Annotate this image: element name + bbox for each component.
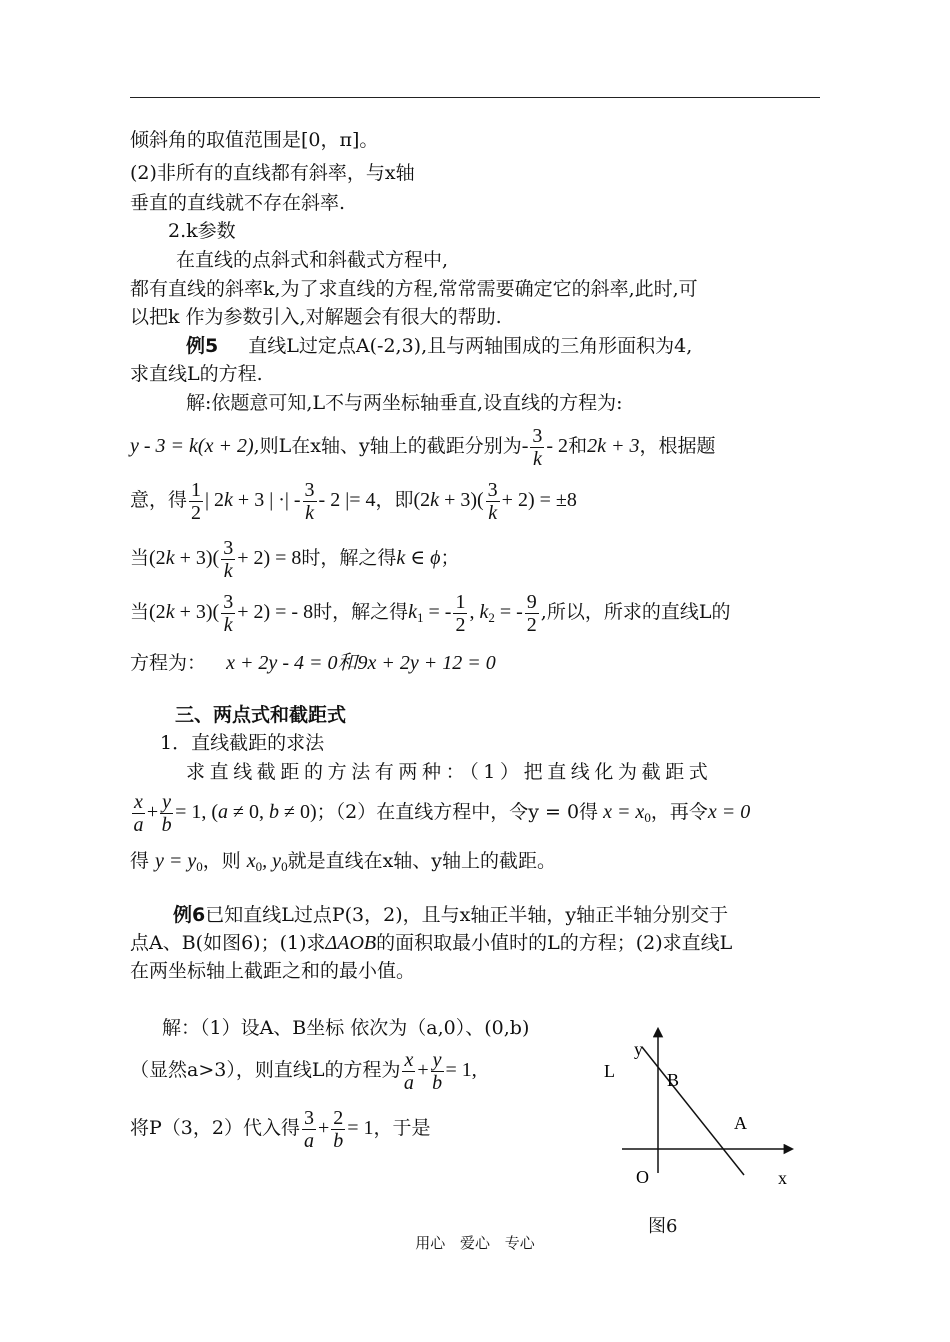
text-line-6: 都有直线的斜率k,为了求直线的方程,常常需要确定它的斜率,此时,可 [130,278,698,300]
answer-5-equations: x + 2y - 4 = 0和9x + 2y + 12 = 0 [226,652,496,674]
fraction-9-over-2: $\frac{9}{2}$ [526,590,537,636]
intercept-then-2: ，则 [202,850,241,872]
example-5-text-2: 求直线L的方程. [130,363,263,385]
example-6-text-2a: 点A、B(如图6)；(1)求 [130,932,326,954]
intercept-form-line: $\frac{x}{a}$ + $\frac{y}{b}$ = 1, (a ≠ 0, b ≠ 0)；（2）在直线方程中，令y = 0得 $x = x_0$，再令x = 0 [133,790,751,836]
fraction-y-over-b: $\frac{y}{b}$ [161,790,172,836]
label-A: A [734,1113,747,1133]
answer-5 [130,650,496,676]
case1-mid: 时，解之得 [301,547,397,569]
equation-line-1: y - 3 = k(x + 2),则L在x轴、y轴上的截距分别为- $\frac{3}{k}$ - 2和2k + 3，根据题 [130,424,716,470]
label-y: y [634,1039,643,1059]
case2-tail: ,所以，所求的直线L的 [540,601,731,623]
text-line-5: 在直线的点斜式和斜截式方程中, [176,249,449,271]
text-line-2: (2)非所有的直线都有斜率，与x轴 [130,162,415,184]
intercept-get: 得 [130,850,150,872]
label-L: L [604,1061,615,1081]
eq2-lead: 意，得 [130,489,188,511]
fraction-3-over-k-3: $\frac{3}{k}$ [487,478,498,524]
header-rule [130,97,820,98]
fraction-1-over-2-b: $\frac{1}{2}$ [455,590,466,636]
equation-point-slope: y - 3 = k(x + 2) [130,435,254,457]
example-6-text-2b: 的面积取最小值时的L的方程；(2)求直线L [376,932,733,954]
label-O: O [636,1167,649,1187]
equation-case-1: 当(2k + 3)( $\frac{3}{k}$ + 2) = 8时，解之得k ∈ ϕ； [130,536,460,582]
intercept-method-line: 求直线截距的方法有两种：（1）把直线化为截距式 [186,761,713,783]
example-5-label: 例5 [186,335,219,357]
example-6-text-2: 点A、B(如图6)；(1)求ΔAOB的面积取最小值时的L的方程；(2)求直线L [130,932,733,954]
intercept-conclusion: 就是直线在x轴、y轴上的截距。 [287,850,557,872]
solution-6-line-2-text: （显然a>3），则直线L的方程为 [130,1059,401,1081]
fraction-3-over-k-4: $\frac{3}{k}$ [223,536,234,582]
example-5 [186,333,692,359]
fraction-2-over-b: $\frac{2}{b}$ [333,1106,344,1152]
fraction-x-over-a-2: $\frac{x}{a}$ [403,1048,414,1094]
intercept-result-line: 得 $y = y_0$，则 $x_0$, $y_0$就是直线在x轴、y轴上的截距。 [130,850,557,874]
page-footer: 用心 爱心 专心 [415,1234,535,1252]
label-B: B [667,1070,680,1090]
case2-lead: 当 [130,601,150,623]
solution-6-line-3-tail: ，于是 [373,1117,431,1139]
fraction-3-over-a: $\frac{3}{a}$ [303,1106,314,1152]
case2-mid: 时，解之得 [313,601,409,623]
example-6 [173,902,728,928]
eq1-tail: ，根据题 [639,435,716,457]
eq1-text: ,则L在x轴、y轴上的截距分别为 [253,435,522,457]
section-3-heading: 三、两点式和截距式 [175,704,347,726]
example-6-label: 例6 [173,904,206,926]
section-3-1-heading: 1．直线截距的求法 [160,732,325,754]
figure-6-caption: 图6 [648,1216,678,1237]
eq2-mid: ，即 [375,489,414,511]
eq1-and: 和 [568,435,588,457]
example-5-text: 直线L过定点A(-2,3),且与两轴围成的三角形面积为4, [248,335,693,357]
intercept-then: ，再令 [650,801,708,823]
equation-line-2: 意，得 $\frac{1}{2}$ | 2k + 3 | ·| - $\frac{3}{k}$ - 2 |= 4，即(2k + 3)( $\frac{3}{k}$ + 2) = ±8 [130,478,577,524]
fraction-y-over-b-2: $\frac{y}{b}$ [432,1048,443,1094]
solution-6-line-3: 将P（3，2）代入得 $\frac{3}{a}$ + $\frac{2}{b}$ = 1，于是 [130,1106,431,1152]
case1-lead: 当 [130,547,150,569]
figure-6-diagram [600,1025,810,1195]
example-6-text-3: 在两坐标轴上截距之和的最小值。 [130,960,416,982]
answer-5-lead: 方程为： [130,652,207,674]
fraction-3-over-k-2: $\frac{3}{k}$ [304,478,315,524]
text-line-3: 垂直的直线就不存在斜率. [130,192,346,214]
subheading-k-param: 2.k参数 [168,220,236,242]
text-line-7: 以把k 作为参数引入,对解题会有很大的帮助. [130,306,502,328]
solution-6-line-3-text: 将P（3，2）代入得 [130,1117,300,1139]
equation-case-2: 当(2k + 3)( $\frac{3}{k}$ + 2) = - 8时，解之得$k_1$ = - $\frac{1}{2}$ , $k_2$ = - $\frac{9}{2}$ ,所以，所求的直线L的 [130,590,731,636]
fraction-1-over-2: $\frac{1}{2}$ [191,478,202,524]
fraction-x-over-a: $\frac{x}{a}$ [133,790,144,836]
fraction-3-over-k: $\frac{3}{k}$ [532,424,543,470]
solution-5-intro: 解:依题意可知,L不与两坐标轴垂直,设直线的方程为: [186,392,623,414]
case1-tail: ； [440,547,460,569]
fraction-3-over-k-5: $\frac{3}{k}$ [223,590,234,636]
solution-6-line-2: （显然a>3），则直线L的方程为 $\frac{x}{a}$ + $\frac{y}{b}$ = 1, [130,1048,477,1094]
example-6-text: 已知直线L过点P(3，2)，且与x轴正半轴，y轴正半轴分别交于 [205,904,729,926]
text-line-1: 倾斜角的取值范围是[0，π]。 [130,129,379,151]
eq1-y-intercept: 2k + 3 [587,435,640,457]
label-x: x [778,1168,787,1188]
intercept-method-2: ；（2）在直线方程中，令y = 0得 [316,801,599,823]
solution-6-line-1: 解：（1）设A、B坐标 依次为（a,0）、(0,b) [162,1017,530,1039]
